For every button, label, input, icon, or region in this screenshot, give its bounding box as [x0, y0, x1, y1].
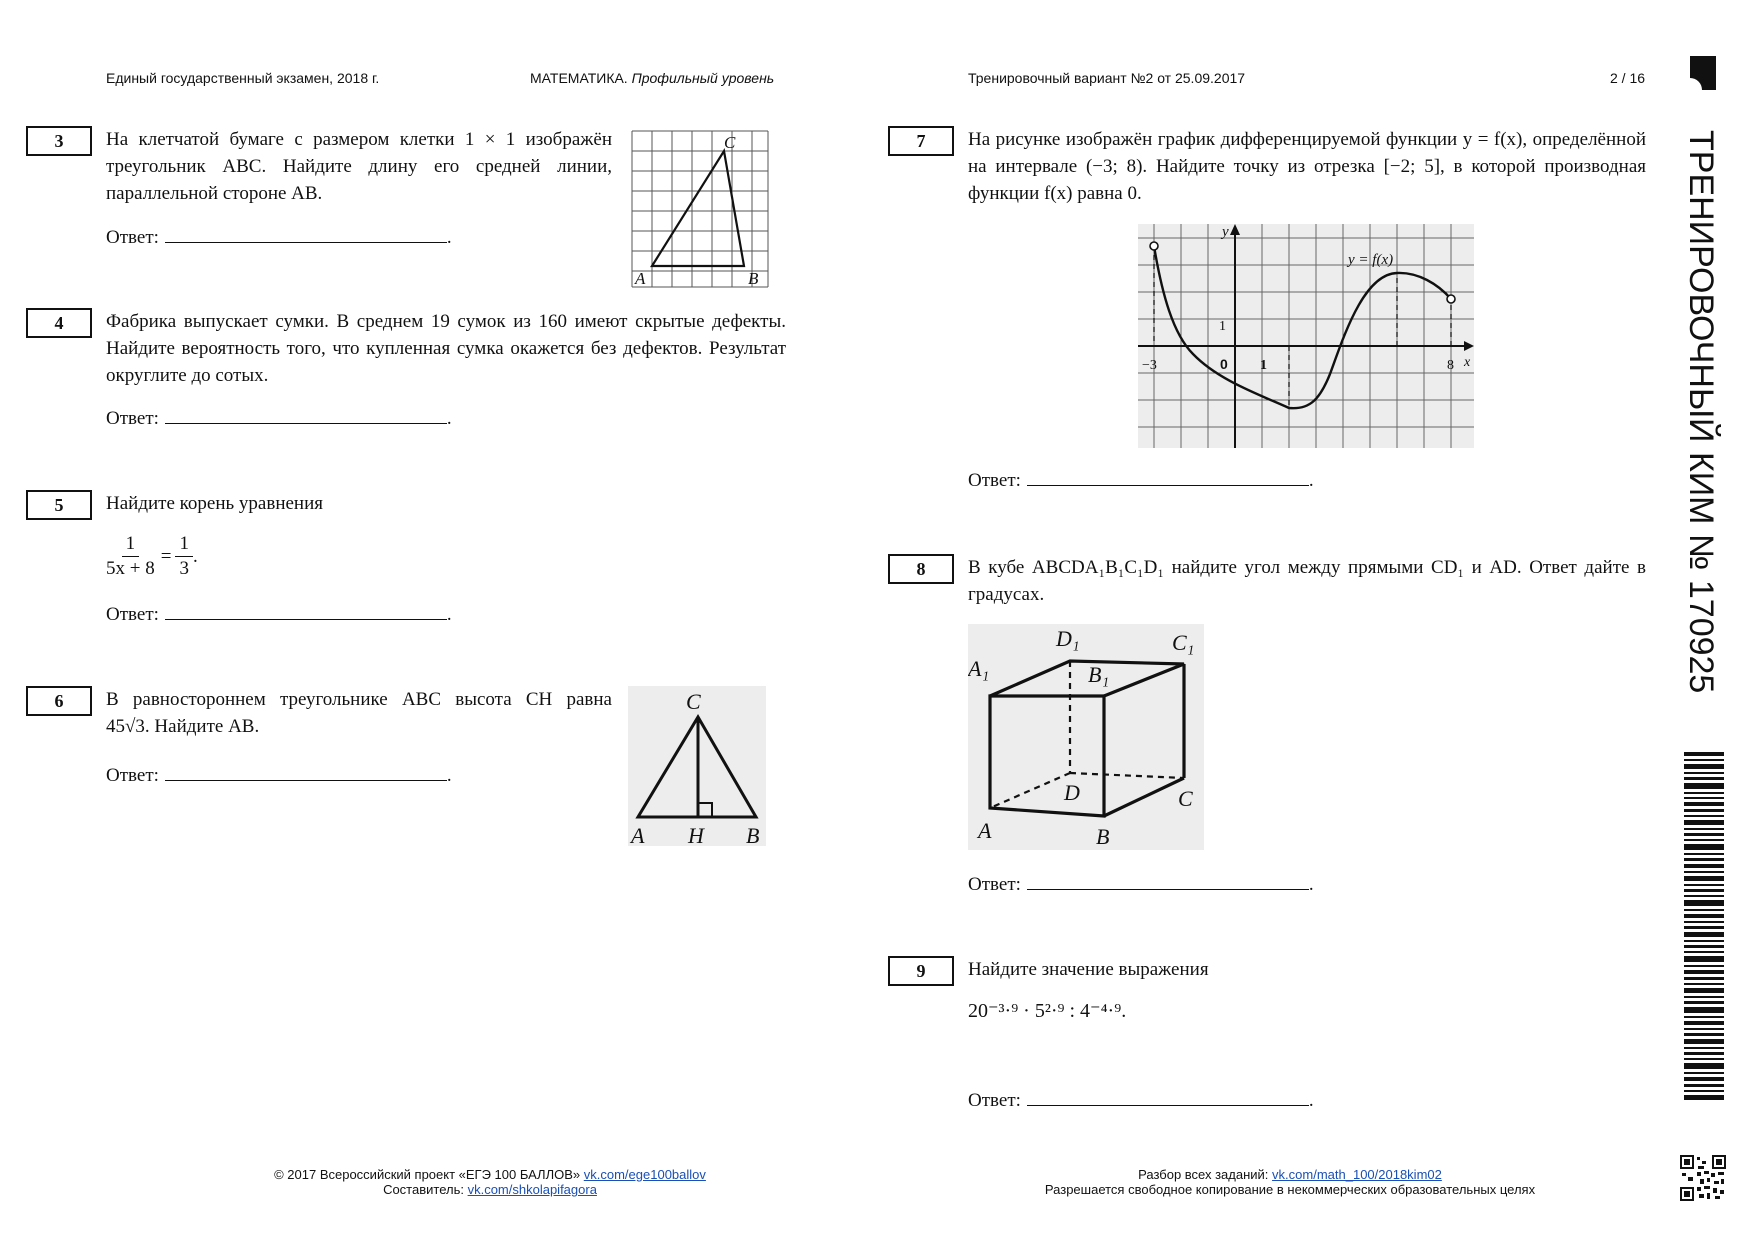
answer-line[interactable]	[165, 405, 447, 424]
task-6-triangle-figure	[628, 686, 766, 846]
vertical-kim-title: ТРЕНИРОВОЧНЫЙ КИМ № 170925	[1682, 130, 1720, 694]
header-variant: Тренировочный вариант №2 от 25.09.2017	[968, 70, 1246, 86]
answer-label: Ответ:	[968, 470, 1021, 491]
task-8-text: В кубе ABCDA₁B₁C₁D₁ найдите угол между прямыми CD₁ и AD. Ответ дайте в градусах.	[968, 557, 1646, 605]
label-a: A	[631, 823, 645, 846]
label-a: A	[978, 818, 992, 843]
task-5-text: Найдите корень уравнения	[106, 493, 324, 514]
header-subject	[530, 70, 774, 86]
origin-label: 0	[1220, 356, 1228, 372]
task-7-number: 7	[888, 126, 954, 156]
corner-marker	[1690, 56, 1716, 90]
label-c: C	[724, 133, 736, 152]
answer-label: Ответ:	[968, 874, 1021, 895]
label-c: C	[686, 689, 701, 714]
fraction-right	[175, 532, 193, 581]
answer-line[interactable]	[1027, 467, 1309, 486]
label-c1: C₁	[1172, 630, 1195, 655]
answer-line[interactable]	[165, 762, 447, 781]
footer-copy-notice: Разрешается свободное копирование в некоммерческих образовательных целях	[1044, 1182, 1536, 1197]
footer-left	[160, 1167, 820, 1197]
x-axis-label: x	[1464, 355, 1471, 370]
label-b: B	[748, 269, 759, 288]
triangle-abc	[652, 151, 744, 266]
header-subject-level: Профильный уровень	[631, 70, 775, 86]
task-7-function-graph	[1138, 224, 1474, 448]
task-9-text: Найдите значение выражения	[968, 959, 1209, 980]
open-endpoint-left	[1150, 242, 1158, 250]
answer-label: Ответ:	[106, 765, 159, 786]
tick-x-8: 8	[1447, 358, 1454, 373]
task-5-number: 5	[26, 490, 92, 520]
footer-solutions-link[interactable]: vk.com/math_100/2018kim02	[1272, 1167, 1442, 1182]
tick-y-1: 1	[1219, 319, 1226, 334]
label-a1: A₁	[968, 656, 990, 681]
footer-left-line2	[160, 1182, 820, 1197]
task-6-line2: 45√3. Найдите AB.	[106, 716, 260, 737]
answer-line[interactable]	[1027, 871, 1309, 890]
task-9-expression: 20⁻³·⁹ · 5²·⁹ : 4⁻⁴·⁹.	[968, 1000, 1127, 1022]
label-c: C	[1178, 786, 1193, 811]
task-6-answer: Ответ: .	[106, 762, 452, 787]
header-page-number: 2 / 16	[1610, 70, 1646, 86]
task-8-cube-figure	[968, 624, 1204, 850]
answer-line[interactable]	[165, 601, 447, 620]
task-9-answer: Ответ: .	[968, 1087, 1314, 1112]
answer-line[interactable]	[1027, 1087, 1309, 1106]
task-4-number: 4	[26, 308, 92, 338]
tick-x-1: 1	[1260, 358, 1267, 373]
task-3-number: 3	[26, 126, 92, 156]
footer-solutions-text: Разбор всех заданий:	[1138, 1167, 1269, 1182]
label-b1: B₁	[1088, 662, 1110, 687]
task-4-answer: Ответ: .	[106, 405, 452, 430]
footer-left-line1	[160, 1167, 820, 1182]
fraction-left	[104, 532, 157, 581]
task-8-answer: Ответ: .	[968, 871, 1314, 896]
task-4-text: Фабрика выпускает сумки. В среднем 19 сумок из 160 имеют скрытые дефекты. Найдите вероятность того, что купленная сумка окажется без дефектов. Результат округлите до сотых.	[106, 311, 786, 386]
footer-author-link[interactable]: vk.com/shkolapifagora	[467, 1182, 597, 1197]
label-d: D	[1064, 780, 1080, 805]
tick-x-minus-3: −3	[1142, 358, 1157, 373]
label-d1: D₁	[1056, 626, 1080, 651]
fraction-left-num: 1	[122, 532, 140, 557]
footer-project-link[interactable]: vk.com/ege100ballov	[583, 1167, 706, 1182]
task-7-answer: Ответ: .	[968, 467, 1314, 492]
header-exam-title: Единый государственный экзамен, 2018 г.	[106, 70, 380, 86]
answer-line[interactable]	[165, 224, 447, 243]
task-3-grid-figure	[630, 128, 770, 290]
qr-code	[1680, 1155, 1726, 1201]
label-b: B	[746, 823, 760, 846]
task-3-text: На клетчатой бумаге с размером клетки 1 × 1 изображён треугольник ABC. Найдите длину его средней линии, параллельной стороне AB.	[106, 129, 612, 204]
equals-sign: =	[160, 545, 172, 567]
label-a: A	[635, 269, 646, 288]
open-endpoint-right	[1447, 295, 1455, 303]
task-3-answer: Ответ: .	[106, 224, 452, 249]
function-label: y = f(x)	[1348, 252, 1394, 268]
barcode	[1684, 752, 1724, 1102]
answer-label: Ответ:	[106, 408, 159, 429]
task-8-number: 8	[888, 554, 954, 584]
fraction-right-num: 1	[175, 532, 193, 557]
answer-label: Ответ:	[968, 1090, 1021, 1111]
footer-right	[1000, 1167, 1580, 1197]
task-5-answer: Ответ: .	[106, 601, 452, 626]
fraction-right-den: 3	[179, 558, 189, 579]
answer-label: Ответ:	[106, 227, 159, 248]
y-axis-label: y	[1222, 224, 1229, 240]
task-6-line1: В равностороннем треугольнике ABC высота CH равна	[106, 689, 612, 710]
footer-author-text: Составитель:	[383, 1182, 464, 1197]
footer-right-line1	[1000, 1167, 1580, 1182]
task-5-equation	[104, 532, 198, 581]
footer-project-text: © 2017 Всероссийский проект «ЕГЭ 100 БАЛЛОВ»	[274, 1167, 581, 1182]
label-h: H	[688, 823, 704, 846]
header-subject-name: МАТЕМАТИКА.	[530, 70, 628, 86]
equation-end: .	[192, 545, 198, 567]
label-b: B	[1096, 824, 1110, 849]
answer-label: Ответ:	[106, 604, 159, 625]
task-7-text: На рисунке изображён график дифференцируемой функции y = f(x), определённой на интервале (−3; 8). Найдите точку из отрезка [−2; 5], в которой производная функции f(x) равна 0.	[968, 129, 1646, 204]
task-6-number: 6	[26, 686, 92, 716]
task-9-number: 9	[888, 956, 954, 986]
fraction-left-den: 5x + 8	[106, 558, 155, 579]
task-6-text	[106, 686, 612, 740]
